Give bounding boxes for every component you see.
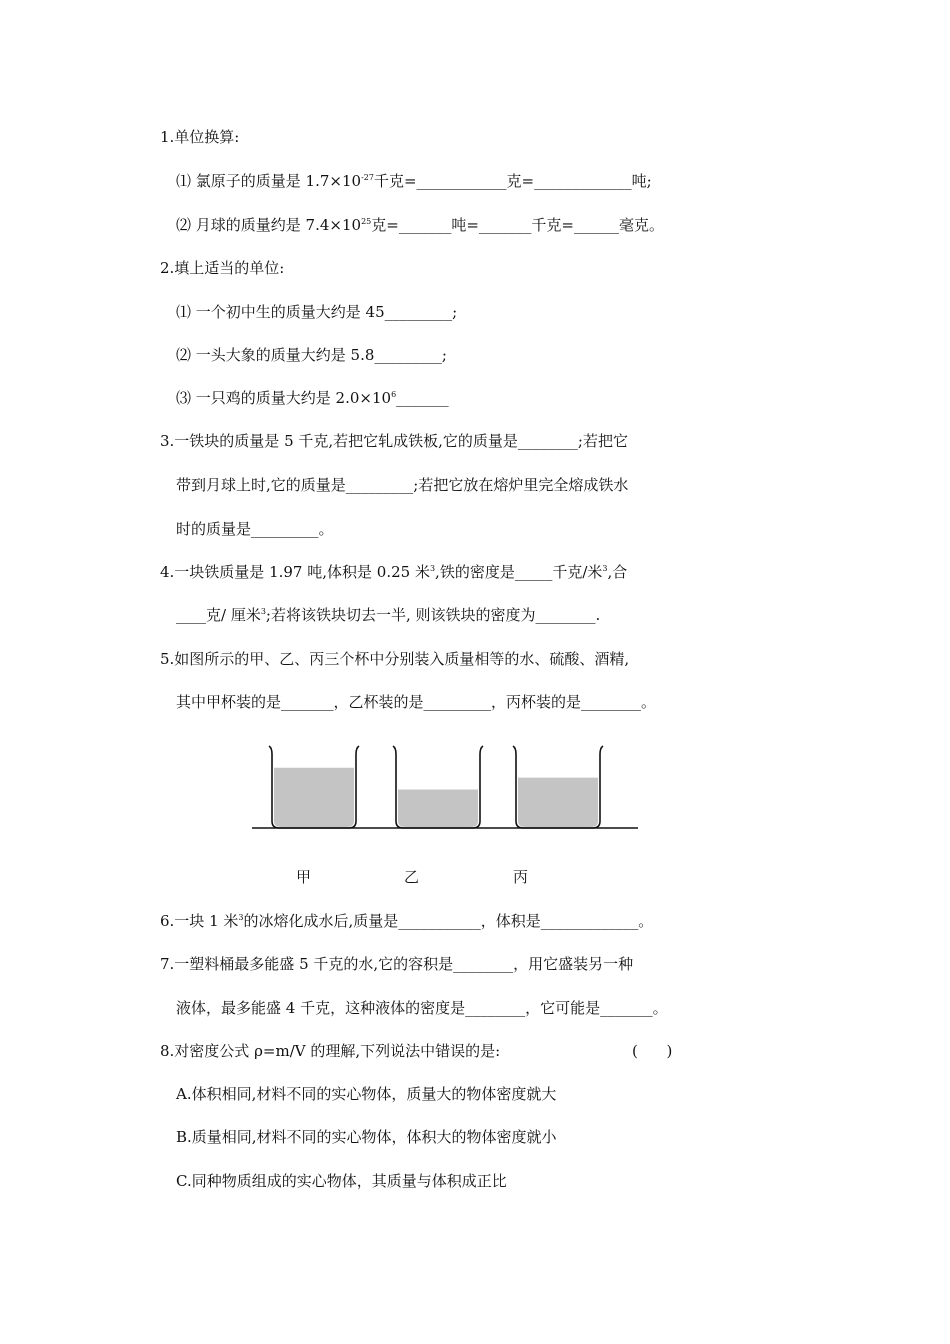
q1-a: ⑴ 氯原子的质量是 $1.7\times 10^{-27}$千克=____________克=_____________吨; <box>176 172 652 190</box>
q2-c: ⑶ 一只鸡的质量大约是 $2.0\times 10^6\_\_\_\_\_\_\_$ <box>176 389 449 407</box>
q4-line2: ____克/ 厘米$^3$;若将该铁块切去一半, 则该铁块的密度为________. <box>176 606 601 624</box>
cup-label-yi: 乙 <box>404 868 420 886</box>
q5-line1: 5.如图所示的甲、乙、丙三个杯中分别装入质量相等的水、硫酸、酒精, <box>160 650 630 668</box>
liquid-bing <box>518 778 598 827</box>
liquid-yi <box>398 790 478 828</box>
q1-title: 1.单位换算: <box>160 128 240 146</box>
q3-line1: 3.一铁块的质量是 5 千克,若把它轧成铁板,它的质量是________;若把它 <box>160 432 628 450</box>
q8-answer-bracket: ( ) <box>632 1042 673 1060</box>
q7-line2: 液体，最多能盛 4 千克，这种液体的密度是________，它可能是_______。 <box>176 999 668 1017</box>
q8-option-b: B.质量相同,材料不同的实心物体，体积大的物体密度就小 <box>176 1128 557 1146</box>
q7-line1: 7.一塑料桶最多能盛 5 千克的水,它的容积是________，用它盛装另一种 <box>160 955 634 973</box>
cup-label-jia: 甲 <box>296 868 312 886</box>
q8-stem: 8.对密度公式 ρ=m/V 的理解,下列说法中错误的是: <box>160 1042 501 1060</box>
q2-b: ⑵ 一头大象的质量大约是 5.8_________; <box>176 346 447 364</box>
q2-a: ⑴ 一个初中生的质量大约是 45_________; <box>176 303 458 321</box>
q6: 6.一块 1 米$^3$的冰熔化成水后,质量是___________，体积是_____________。 <box>160 912 654 930</box>
q4-line1: 4.一块铁质量是 1.97 吨,体积是 0.25 米$^3$,铁的密度是_____千克/米$^3$,合 <box>160 563 628 581</box>
q5-line2: 其中甲杯装的是_______，乙杯装的是_________，丙杯装的是________。 <box>176 693 657 711</box>
cup-label-bing: 丙 <box>513 868 529 886</box>
beakers-figure <box>250 740 650 840</box>
q2-title: 2.填上适当的单位: <box>160 259 285 277</box>
q8-option-a: A.体积相同,材料不同的实心物体，质量大的物体密度就大 <box>176 1085 557 1103</box>
q8-option-c: C.同种物质组成的实心物体，其质量与体积成正比 <box>176 1172 507 1190</box>
liquid-jia <box>274 768 354 827</box>
q3-line3: 时的质量是_________。 <box>176 520 334 538</box>
q3-line2: 带到月球上时,它的质量是_________;若把它放在熔炉里完全熔成铁水 <box>176 476 629 494</box>
q1-b: ⑵ 月球的质量约是 $7.4\times 10^{25}$克=_______吨=_______千克=______毫克。 <box>176 216 664 234</box>
